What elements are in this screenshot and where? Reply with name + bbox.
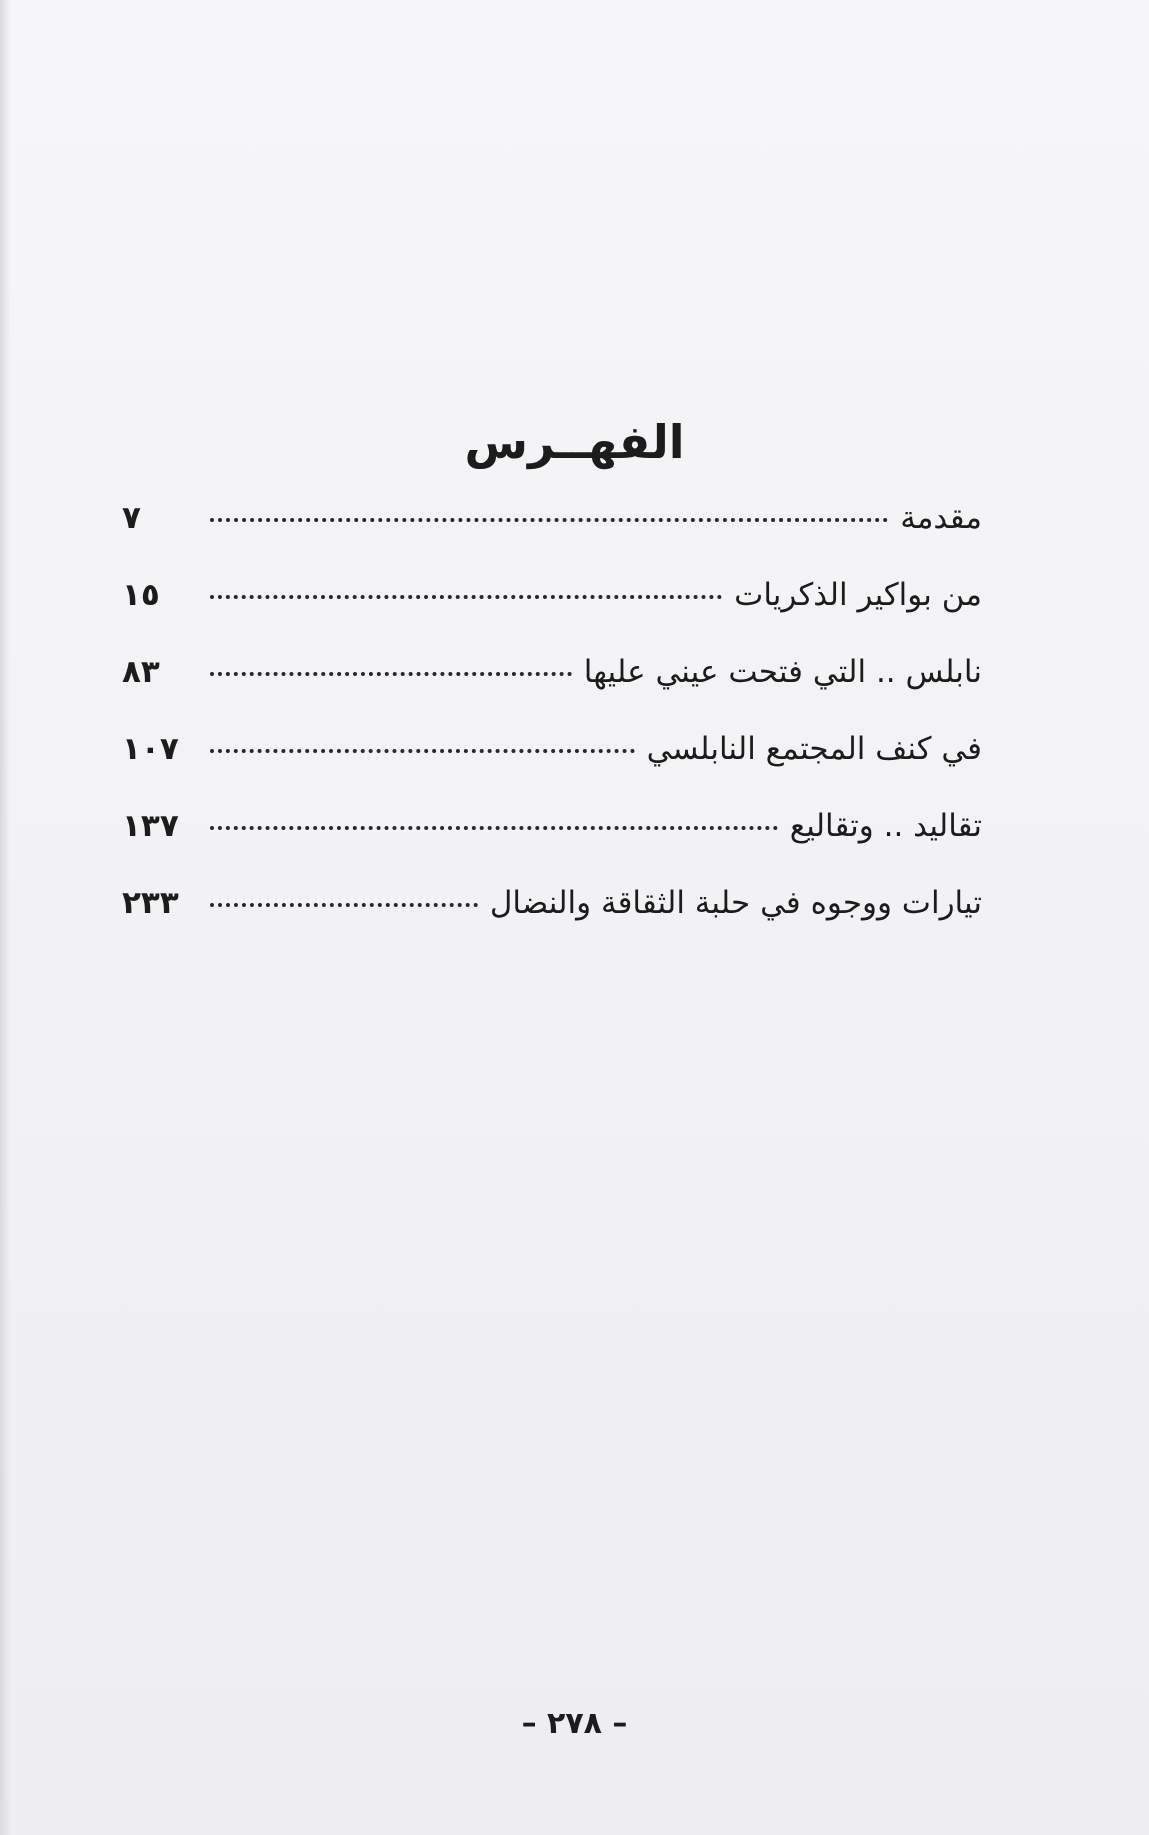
toc-entry-title: نابلس .. التي فتحت عيني عليها xyxy=(583,654,982,690)
toc-entry-page: ١٠٧ xyxy=(122,731,179,767)
dot-leader xyxy=(210,672,572,676)
toc-entry-page: ٧ xyxy=(122,500,141,536)
toc-entry-page: ١٥ xyxy=(122,577,160,613)
dot-leader xyxy=(210,595,722,599)
dot-leader xyxy=(210,749,635,753)
page-title: الفهــرس xyxy=(464,415,685,469)
toc-entry-title: تيارات ووجوه في حلبة الثقاقة والنضال xyxy=(489,885,982,921)
toc-entry xyxy=(122,885,982,962)
toc-entry-page: ١٣٧ xyxy=(122,808,179,844)
toc-entry xyxy=(122,500,982,577)
dot-leader xyxy=(210,518,888,522)
toc-entry-page: ٨٣ xyxy=(122,654,160,690)
toc-entry xyxy=(122,654,982,731)
toc-entry xyxy=(122,577,982,654)
toc-entry-title: من بواكير الذكريات xyxy=(734,577,982,613)
toc-entry-title: تقاليد .. وتقاليع xyxy=(789,808,982,844)
toc-entry xyxy=(122,808,982,885)
page-number: – ٢٧٨ – xyxy=(521,1706,628,1741)
table-of-contents xyxy=(122,500,982,962)
toc-entry xyxy=(122,731,982,808)
toc-entry-page: ٢٣٣ xyxy=(122,885,179,921)
toc-entry-title: في كنف المجتمع النابلسي xyxy=(646,731,982,767)
dot-leader xyxy=(210,826,778,830)
dot-leader xyxy=(210,903,478,907)
toc-entry-title: مقدمة xyxy=(900,500,982,536)
page-edge xyxy=(0,0,10,1835)
